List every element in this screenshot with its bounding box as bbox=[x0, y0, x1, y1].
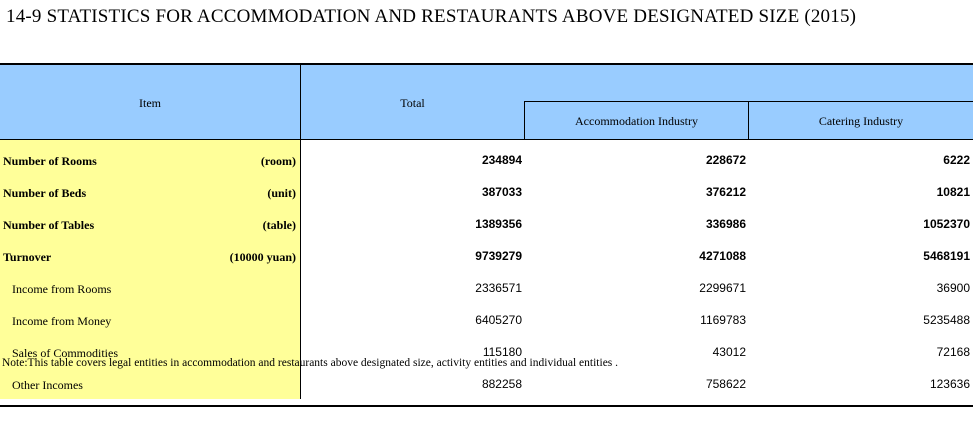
cell-accommodation: 2299671 bbox=[699, 281, 746, 295]
cell-catering: 10821 bbox=[936, 185, 970, 199]
cell-accommodation: 1169783 bbox=[700, 313, 746, 327]
header-item: Item bbox=[139, 96, 161, 110]
subheader-divider bbox=[524, 101, 525, 139]
row-label: Number of Tables bbox=[3, 218, 95, 232]
table-row bbox=[0, 305, 973, 337]
row-label: Turnover bbox=[3, 250, 52, 264]
table-row bbox=[0, 209, 973, 241]
table-bottom-rule bbox=[0, 405, 973, 407]
cell-catering: 123636 bbox=[929, 377, 970, 391]
header-accommodation: Accommodation Industry bbox=[575, 114, 698, 128]
row-label: Sales of Commodities bbox=[12, 346, 118, 360]
header-catering: Catering Industry bbox=[818, 114, 904, 128]
table-row bbox=[0, 369, 973, 401]
table-row bbox=[0, 241, 973, 273]
cell-total: 882258 bbox=[481, 377, 522, 391]
cell-accommodation: 4271088 bbox=[699, 249, 746, 263]
header-total: Total bbox=[400, 96, 425, 110]
header-divider bbox=[300, 65, 301, 139]
row-label: Income from Rooms bbox=[12, 282, 112, 296]
cell-catering: 5235488 bbox=[923, 313, 970, 327]
table-header bbox=[0, 65, 973, 139]
row-unit: (10000 yuan) bbox=[229, 250, 296, 264]
cell-total: 1389356 bbox=[475, 217, 522, 231]
row-unit: (table) bbox=[262, 218, 296, 232]
row-label: Number of Beds bbox=[3, 186, 87, 200]
row-unit: (unit) bbox=[267, 186, 296, 200]
row-unit: (room) bbox=[260, 154, 296, 168]
cell-total: 234894 bbox=[481, 153, 522, 167]
cell-catering: 5468191 bbox=[923, 249, 970, 263]
cell-total: 9739279 bbox=[475, 249, 522, 263]
table-row bbox=[0, 177, 973, 209]
cell-catering: 1052370 bbox=[923, 217, 970, 231]
row-label: Income from Money bbox=[12, 314, 112, 328]
cell-total: 6405270 bbox=[475, 313, 522, 327]
cell-accommodation: 43012 bbox=[712, 345, 746, 359]
row-label: Other Incomes bbox=[12, 378, 83, 392]
subheader-divider bbox=[748, 101, 749, 139]
table-row bbox=[0, 145, 973, 177]
cell-catering: 36900 bbox=[936, 281, 970, 295]
table-row bbox=[0, 273, 973, 305]
page-title: 14-9 STATISTICS FOR ACCOMMODATION AND RESTAURANTS ABOVE DESIGNATED SIZE (2015) bbox=[6, 6, 857, 27]
row-label: Number of Rooms bbox=[3, 154, 97, 168]
cell-total: 2336571 bbox=[475, 281, 522, 295]
cell-catering: 6222 bbox=[943, 153, 970, 167]
cell-accommodation: 228672 bbox=[705, 153, 746, 167]
cell-total: 115180 bbox=[482, 345, 522, 359]
table-note: Note:This table covers legal entities in accommodation and restaurants above designated size, activity entities and individual entities . bbox=[2, 357, 619, 369]
cell-accommodation: 376212 bbox=[705, 185, 746, 199]
cell-total: 387033 bbox=[481, 185, 522, 199]
cell-accommodation: 758622 bbox=[705, 377, 746, 391]
cell-catering: 72168 bbox=[936, 345, 970, 359]
cell-accommodation: 336986 bbox=[705, 217, 746, 231]
